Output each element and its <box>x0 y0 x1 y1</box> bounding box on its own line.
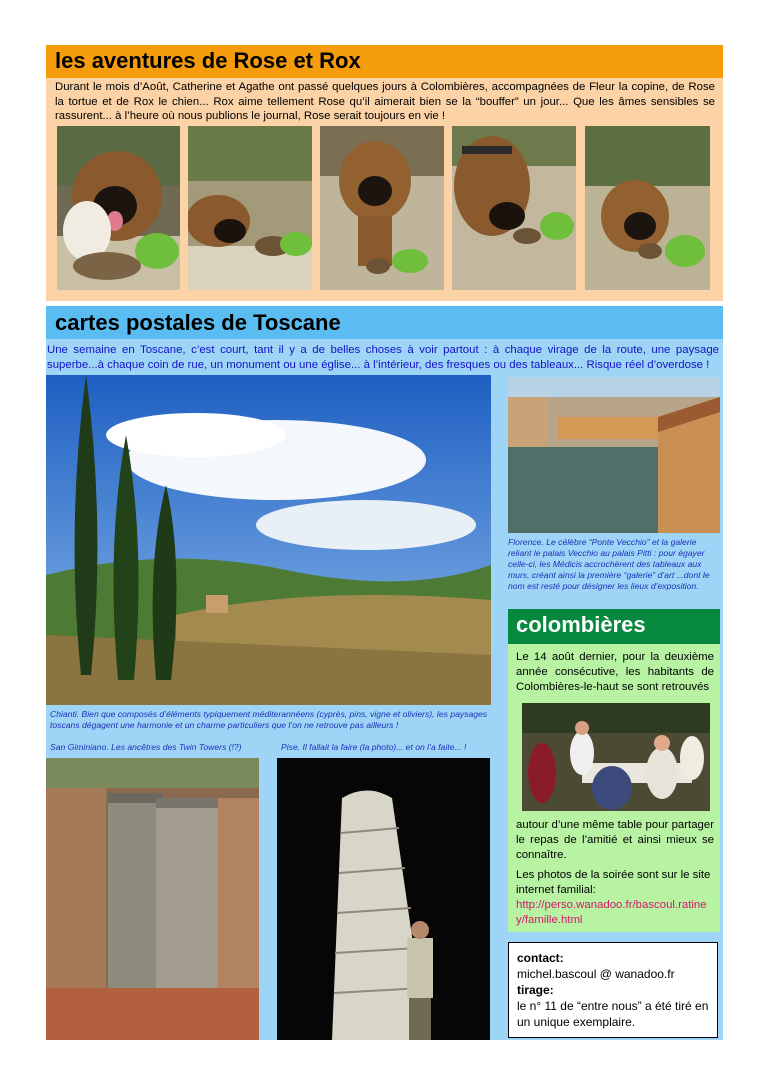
pisa-tower-photo <box>277 758 490 1040</box>
florence-caption: Florence. Le célèbre “Ponte Vecchio” et la galerie reliant le palais Vecchio au palais Pitti : pour égayer celle-ci, les Médicis accrochèrent des tableaux aux murs, créant ainsi la première “galerie” d’art ...dont le nom est resté pour désigner les lieux d’exposition. <box>508 537 710 591</box>
florence-ponte-vecchio-photo <box>508 377 720 533</box>
chianti-caption: Chianti. Bien que composés d’éléments typiquement méditerannéens (cyprès, pins, vigne et oliviers), les paysages toscans dégagent une harmonie et un charme particuliers que l’on ne retrouve pas ailleurs ! <box>50 709 488 730</box>
toscane-text: Une semaine en Toscane, c’est court, tant il y a de belles choses à voir partout : à chaque virage de la route, une paysage superbe...à chaque coin de rue, un monument ou une église... à l’intérieur, des fresques ou des tableaux... Risque réel d’overdose ! <box>47 344 719 371</box>
contact-label: contact: <box>517 951 564 965</box>
chianti-landscape-photo <box>46 375 491 705</box>
rose-rox-title: les aventures de Rose et Rox <box>55 48 361 73</box>
tirage-label: tirage: <box>517 983 554 997</box>
contact-email: michel.bascoul @ wanadoo.fr <box>517 967 675 981</box>
dog-tortoise-photo-1 <box>57 126 180 290</box>
dog-tortoise-photo-5 <box>585 126 710 290</box>
neighbors-dinner-photo <box>522 703 710 811</box>
pise-caption: Pise. Il fallait la faire (la photo)... et on l’a faite... ! <box>281 742 467 752</box>
toscane-title: cartes postales de Toscane <box>55 310 341 335</box>
dog-tortoise-photo-4 <box>452 126 576 290</box>
colombieres-paragraph-2: autour d’une même table pour partager le repas de l’amitié et ainsi mieux se connaître. <box>516 819 714 861</box>
dog-tortoise-photo-3 <box>320 126 444 290</box>
san-gimignano-caption: San Giminiano. Les ancêtres des Twin Towers (!?) <box>50 742 242 752</box>
tirage-text: le n° 11 de “entre nous” a été tiré en un unique exemplaire. <box>517 999 709 1029</box>
rose-rox-text: Durant le mois d’Août, Catherine et Agathe ont passé quelques jours à Colombières, accompagnées de Fleur la copine, de Rose la tortue et de Rox le chien... Rox aime tellement Rose qu’il aimerait bien se la “bouffer” un jour... Que les âmes sensibles se rassurent... à l’heure où nous publions le journal, Rose serait toujours en vie ! <box>55 81 715 122</box>
dog-tortoise-photo-2 <box>188 126 312 290</box>
family-site-link[interactable]: http://perso.wanadoo.fr/bascoul.ratiney/famille.html <box>516 899 707 926</box>
san-gimignano-towers-photo <box>46 758 259 1040</box>
colombieres-paragraph-1: Le 14 août dernier, pour la deuxième année consécutive, les habitants de Colombières-le-haut se sont retrouvés <box>516 651 714 693</box>
colombieres-paragraph-3: Les photos de la soirée sont sur le site internet familial: <box>516 869 711 896</box>
colombieres-title: colombières <box>516 612 646 637</box>
